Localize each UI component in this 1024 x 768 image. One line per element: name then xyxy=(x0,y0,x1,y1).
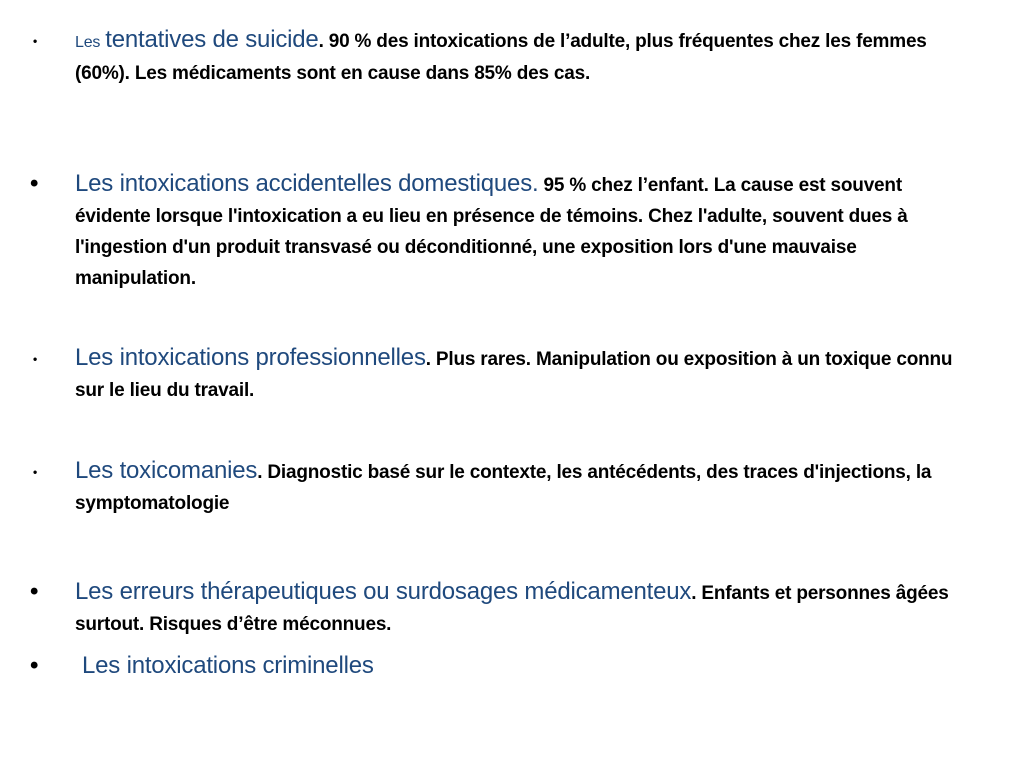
bullet: • xyxy=(30,170,39,197)
item-lead: Les intoxications professionnelles xyxy=(75,344,426,371)
item-body: . Plus rares. Manipulation ou exposition à un toxique connu sur le lieu du travail. xyxy=(75,349,953,401)
item-lead: tentatives de suicide xyxy=(105,26,319,53)
bullet: • xyxy=(33,34,38,48)
list-item-therapeutic-errors xyxy=(30,576,980,640)
item-lead: Les intoxications accidentelles domestiques. xyxy=(75,170,539,197)
item-body: 95 % chez l’enfant. La cause est souvent évidente lorsque l'intoxication a eu lieu en présence de témoins. Chez l'adulte, souvent dues à l'ingestion d'un produit transvasé ou déconditionné, une exposition lors d'une mauvaise manipulation. xyxy=(75,175,908,289)
item-lead-prefix: Les xyxy=(75,34,101,51)
bullet: • xyxy=(30,578,39,605)
list-item-professional xyxy=(30,342,980,406)
item-text xyxy=(75,24,980,89)
item-text xyxy=(75,576,980,640)
item-lead: Les toxicomanies xyxy=(75,457,258,484)
item-body: . Enfants et personnes âgées surtout. Risques d’être méconnues. xyxy=(75,583,949,635)
item-body: . 90 % des intoxications de l’adulte, plus fréquentes chez les femmes (60%). Les médicaments sont en cause dans 85% des cas. xyxy=(75,31,927,84)
list-item-addiction xyxy=(30,455,980,519)
list-item-accidental xyxy=(30,168,980,294)
item-body: . Diagnostic basé sur le contexte, les antécédents, des traces d'injections, la symptomatologie xyxy=(75,462,932,514)
item-text xyxy=(75,342,980,406)
item-text xyxy=(75,168,980,294)
list-item-suicide xyxy=(30,24,980,89)
item-text xyxy=(75,455,980,519)
item-text xyxy=(82,650,980,683)
bullet: • xyxy=(30,652,39,679)
bullet: • xyxy=(33,352,38,366)
item-lead: Les intoxications criminelles xyxy=(82,652,374,679)
item-lead: Les erreurs thérapeutiques ou surdosages médicamenteux xyxy=(75,578,692,605)
bullet: • xyxy=(33,465,38,479)
list-item-criminal xyxy=(30,650,980,683)
